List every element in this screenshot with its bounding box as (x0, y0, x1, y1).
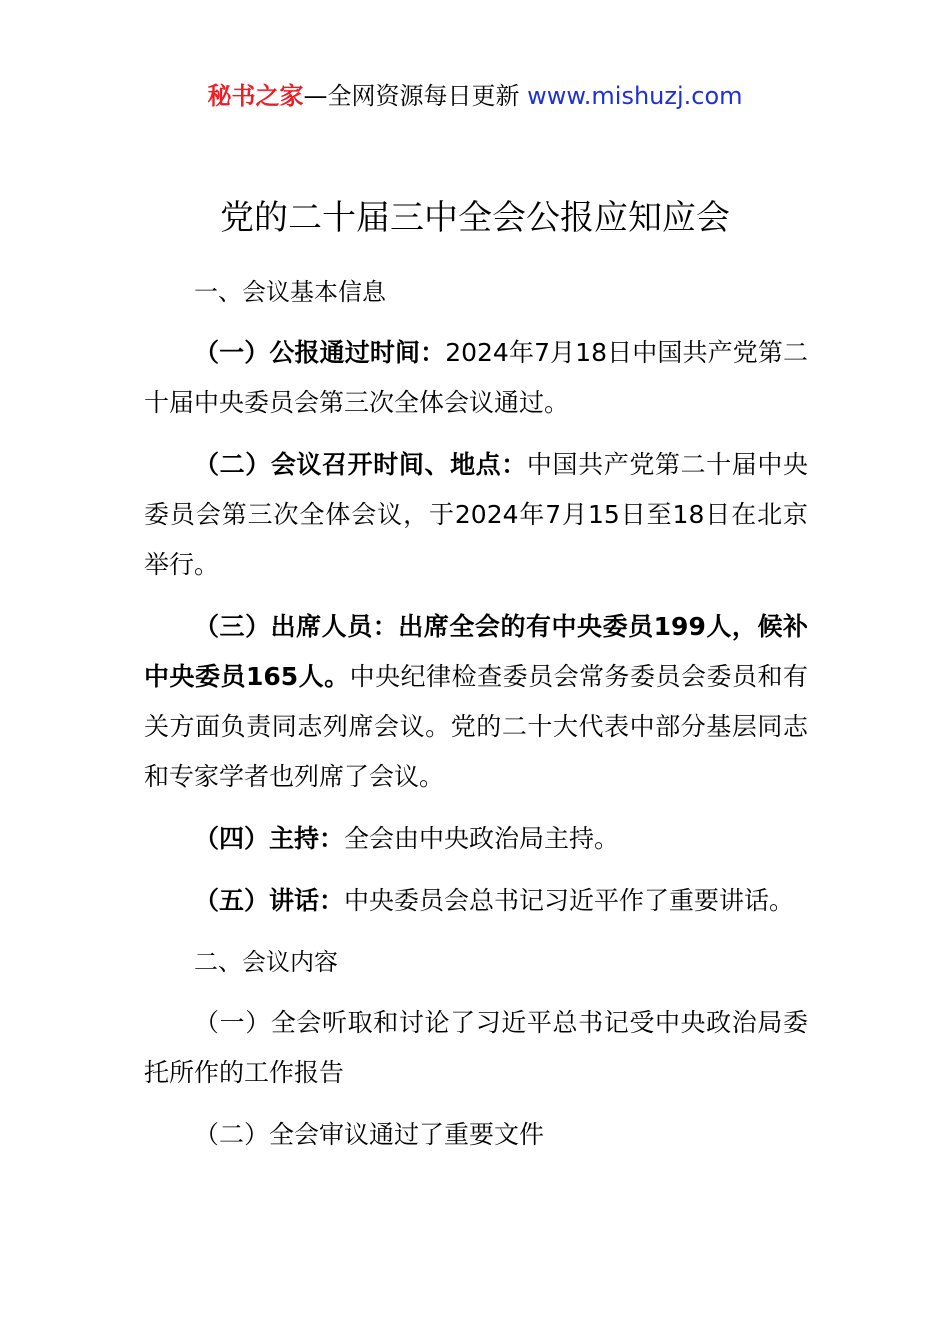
document-title: 党的二十届三中全会公报应知应会 (220, 198, 730, 238)
paragraph-label: （四）主持： (194, 824, 345, 853)
paragraph-label: （一）公报通过时间： (194, 338, 446, 367)
paragraph-label: （二）会议召开时间、地点： (194, 450, 527, 479)
paragraph-text: 中央委员会总书记习近平作了重要讲话。 (344, 886, 795, 915)
paragraph-label: （三）出席人员：出席全会的有中央委员199人，候补中央委员165人。 (144, 612, 808, 691)
paragraph-meeting-time-place (144, 440, 808, 590)
paragraph-text: 2024年7月18日中国共产党第二十届中央委员会第三次全体会议通过。 (144, 338, 808, 417)
paragraph-important-document: （二）全会审议通过了重要文件 (194, 1120, 545, 1149)
paragraph-label: （五）讲话： (194, 886, 345, 915)
paragraph-text: 中央纪律检查委员会常务委员会委员和有关方面负责同志列席会议。党的二十大代表中部分基层同志和专家学者也列席了会议。 (144, 662, 808, 791)
paragraph-text: 中国共产党第二十届中央委员会第三次全体会议，于2024年7月15日至18日在北京举行。 (144, 450, 808, 579)
paragraph-attendees (144, 602, 808, 802)
paragraph-communique-time (144, 328, 808, 428)
brand-name: 秘书之家 (207, 82, 304, 110)
header-tagline: —全网资源每日更新 (303, 82, 520, 110)
paragraph-text: 全会由中央政治局主持。 (344, 824, 620, 853)
paragraph-work-report: （一）全会听取和讨论了习近平总书记受中央政治局委托所作的工作报告 (144, 1008, 808, 1087)
document-body (144, 268, 808, 1172)
section-heading-basic-info: 一、会议基本信息 (194, 278, 386, 306)
paragraph-host (144, 814, 808, 864)
website-link[interactable]: www.mishuzj.com (527, 82, 743, 110)
site-header (0, 80, 950, 112)
section-heading-meeting-content: 二、会议内容 (194, 948, 338, 976)
paragraph-speech (144, 876, 808, 926)
